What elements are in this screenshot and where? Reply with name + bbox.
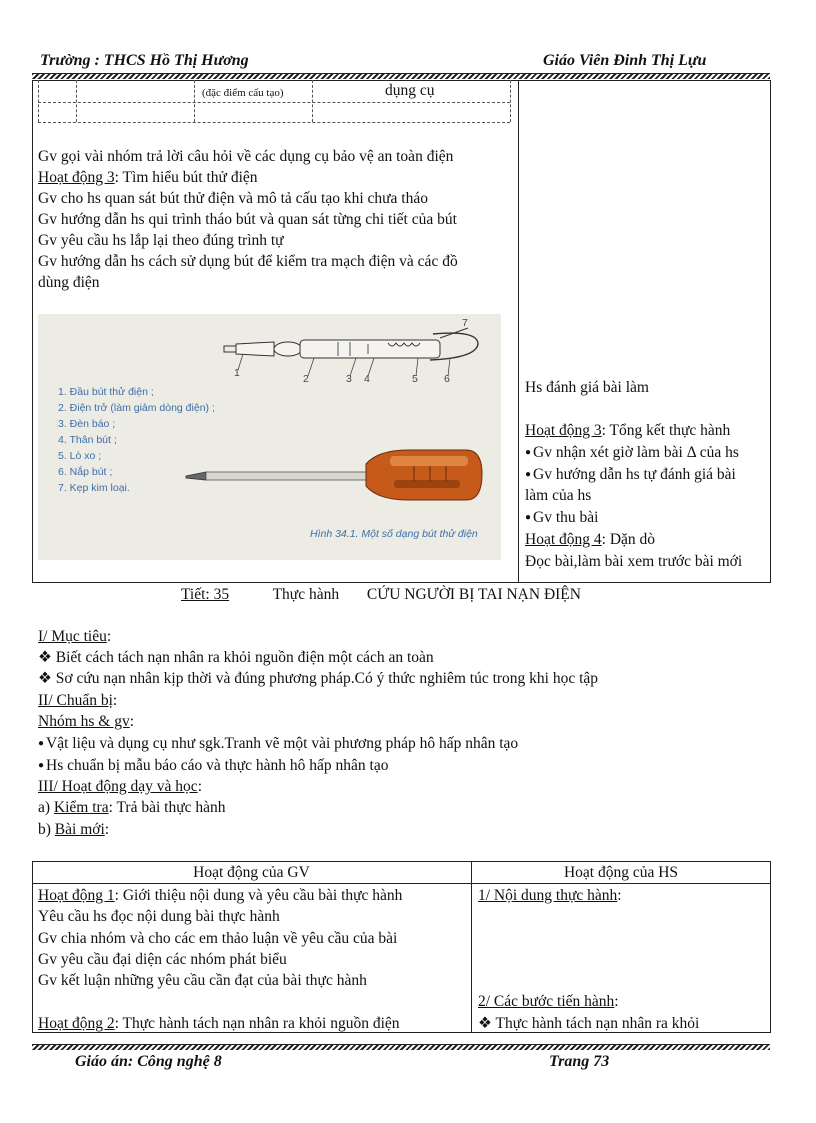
prep-item-2 xyxy=(38,755,388,778)
right-bullet-2 xyxy=(525,464,736,487)
pen-tester-drawing xyxy=(224,328,478,376)
figure-legend-item: 7. Kẹp kim loại. xyxy=(58,482,130,494)
activity-3-rest: : Tìm hiểu bút thử điện xyxy=(114,169,258,186)
objectives-heading: I/ Mục tiêu: xyxy=(38,628,112,645)
bullet-dot-icon: ● xyxy=(525,447,532,458)
right-bullet-1-text: Gv nhận xét giờ làm bài Δ của hs xyxy=(533,444,739,461)
figure-num-1: 1 xyxy=(234,367,240,379)
right-activity-4-rest: : Dặn dò xyxy=(601,531,656,548)
new-lesson-row: b) Bài mới: xyxy=(38,821,110,838)
top-left-line-7: dùng điện xyxy=(38,274,100,291)
bullet-dot-icon: ● xyxy=(525,512,532,523)
check-label: Kiểm tra xyxy=(53,799,109,816)
gv-activity-1-label: Hoạt động 1 xyxy=(38,887,115,904)
right-bullet-2-text: Gv hướng dẫn hs tự đánh giá bài xyxy=(533,466,736,483)
group-heading: Nhóm hs & gv: xyxy=(38,713,135,730)
tester-figure xyxy=(38,314,501,560)
gv-line-3: Gv chia nhóm và cho các em thảo luận về yêu cầu của bài xyxy=(38,930,398,947)
top-left-line-1: Gv gọi vài nhóm trả lời câu hỏi về các dụng cụ bảo vệ an toàn điện xyxy=(38,148,454,165)
table-header-gv: Hoạt động của GV xyxy=(193,864,310,881)
hs-content-heading: 1/ Nội dung thực hành: xyxy=(478,887,622,904)
right-bullet-3 xyxy=(525,507,598,530)
figure-legend-item: 1. Đầu bút thử điện ; xyxy=(58,386,154,398)
gv-line-5: Gv kết luận những yêu cầu cần đạt của bài thực hành xyxy=(38,972,367,989)
activity-3-heading xyxy=(38,167,258,188)
preparation-heading-text: II/ Chuẩn bị xyxy=(38,692,113,709)
figure-num-6: 6 xyxy=(444,373,450,385)
right-activity-4-label: Hoạt động 4 xyxy=(525,531,602,548)
table-header-hs: Hoạt động của HS xyxy=(563,864,679,881)
inner-table-col xyxy=(38,80,39,122)
figure-num-2: 2 xyxy=(303,373,309,385)
figure-legend-item: 2. Điện trở (làm giảm dòng điện) ; xyxy=(58,402,215,414)
hs-step-1 xyxy=(478,1013,699,1034)
lesson-type: Thực hành xyxy=(272,586,340,603)
header-teacher: Giáo Viên Đinh Thị Lựu xyxy=(543,52,707,69)
right-bullet-2-cont: làm của hs xyxy=(525,487,592,504)
activity-table-header-line xyxy=(32,883,771,884)
prep-item-1 xyxy=(38,733,518,756)
objectives-heading-text: I/ Mục tiêu xyxy=(38,628,107,645)
bullet-dot-icon: ● xyxy=(38,760,45,771)
inner-table-col xyxy=(76,80,77,122)
figure-legend-item: 4. Thân bút ; xyxy=(58,434,117,446)
hs-step-1-text: Thực hành tách nạn nhân ra khỏi xyxy=(495,1015,700,1032)
right-line-1: Hs đánh giá bài làm xyxy=(525,379,649,396)
gv-activity-2-rest: : Thực hành tách nạn nhân ra khỏi nguồn điện xyxy=(114,1015,400,1032)
inner-table-header-a: (đặc điểm cấu tạo) xyxy=(202,87,284,99)
figure-legend-item: 3. Đèn báo ; xyxy=(58,418,116,430)
figure-num-5: 5 xyxy=(412,373,418,385)
gv-line-4: Gv yêu cầu đại diện các nhóm phát biểu xyxy=(38,951,287,968)
preparation-heading: II/ Chuẩn bị: xyxy=(38,692,118,709)
gv-activity-1 xyxy=(38,885,402,906)
lesson-period: Tiết: 35 xyxy=(181,586,230,603)
activity-table-divider xyxy=(471,861,472,1033)
hs-steps-heading-text: 2/ Các bước tiến hành xyxy=(478,993,615,1010)
prep-item-1-text: Vật liệu và dụng cụ như sgk.Tranh vẽ một vài phương pháp hô hấp nhân tạo xyxy=(46,735,519,752)
figure-num-4: 4 xyxy=(364,373,370,385)
prep-item-2-text: Hs chuẩn bị mẫu báo cáo và thực hành hô hấp nhân tạo xyxy=(46,757,389,774)
inner-table-col xyxy=(194,80,195,122)
inner-table-header-b: dụng cụ xyxy=(385,82,435,99)
gv-activity-2-label: Hoạt động 2 xyxy=(38,1015,115,1032)
screwdriver-tester-drawing xyxy=(186,450,482,500)
figure-legend xyxy=(58,384,215,496)
right-activity-3-label: Hoạt động 3 xyxy=(525,422,602,439)
inner-table-bottom-line xyxy=(38,122,510,123)
activity-3-label: Hoạt động 3 xyxy=(38,169,115,186)
objective-1-text: Biết cách tách nạn nhân ra khỏi nguồn điện một cách an toàn xyxy=(55,649,434,666)
inner-table-col xyxy=(510,80,511,122)
diamond-bullet-icon: ❖ xyxy=(38,649,56,666)
figure-legend-item: 6. Nắp bút ; xyxy=(58,466,113,478)
objective-1 xyxy=(38,647,434,668)
top-left-line-6: Gv hướng dẫn hs cách sử dụng bút để kiểm tra mạch điện và các đồ xyxy=(38,253,458,270)
hs-steps-heading: 2/ Các bước tiến hành: xyxy=(478,993,619,1010)
activities-heading-text: III/ Hoạt động dạy và học xyxy=(38,778,198,795)
new-lesson-label: Bài mới xyxy=(54,821,105,838)
right-activity-3 xyxy=(525,420,730,441)
header-rule xyxy=(32,73,770,79)
lesson-title-row xyxy=(181,584,581,605)
right-last-line: Đọc bài,làm bài xem trước bài mới xyxy=(525,553,743,570)
bullet-dot-icon: ● xyxy=(38,738,45,749)
gv-line-2: Yêu cầu hs đọc nội dung bài thực hành xyxy=(38,908,280,925)
right-activity-3-rest: : Tổng kết thực hành xyxy=(601,422,731,439)
footer-page: Trang 73 xyxy=(549,1053,610,1070)
gv-activity-1-rest: : Giới thiệu nội dung và yêu cầu bài thực hành xyxy=(114,887,403,904)
objective-2-text: Sơ cứu nạn nhân kịp thời và đúng phương pháp.Có ý thức nghiêm túc trong khi học tập xyxy=(55,670,599,687)
top-left-line-4: Gv hướng dẫn hs qui trình tháo bút và quan sát từng chi tiết của bút xyxy=(38,211,457,228)
header-school: Trường : THCS Hồ Thị Hương xyxy=(40,52,249,69)
diamond-bullet-icon: ❖ xyxy=(38,670,56,687)
right-bullet-3-text: Gv thu bài xyxy=(533,509,599,526)
diamond-bullet-icon: ❖ xyxy=(478,1015,496,1032)
figure-num-3: 3 xyxy=(346,373,352,385)
figure-caption: Hình 34.1. Một số dạng bút thử điện xyxy=(310,528,478,540)
top-left-line-3: Gv cho hs quan sát bút thử điện và mô tả cấu tạo khi chưa tháo xyxy=(38,190,428,207)
footer-left: Giáo án: Công nghệ 8 xyxy=(75,1053,222,1070)
bullet-dot-icon: ● xyxy=(525,469,532,480)
lesson-title: CỨU NGƯỜI BỊ TAI NẠN ĐIỆN xyxy=(366,586,581,603)
right-activity-4 xyxy=(525,529,655,550)
activities-heading: III/ Hoạt động dạy và học: xyxy=(38,778,202,795)
figure-legend-item: 5. Lò xo ; xyxy=(58,450,102,462)
hs-content-heading-text: 1/ Nội dung thực hành xyxy=(478,887,618,904)
right-bullet-1 xyxy=(525,442,739,465)
footer-rule xyxy=(32,1044,770,1050)
objective-2 xyxy=(38,668,598,689)
figure-num-7: 7 xyxy=(462,317,468,329)
inner-table-col xyxy=(312,80,313,122)
gv-activity-2 xyxy=(38,1013,400,1034)
group-heading-text: Nhóm hs & gv xyxy=(38,713,130,730)
check-rest: : Trả bài thực hành xyxy=(108,799,226,816)
check-row: a) Kiểm tra: Trả bài thực hành xyxy=(38,799,226,816)
top-left-line-5: Gv yêu cầu hs lắp lại theo đúng trình tự xyxy=(38,232,284,249)
top-table-divider xyxy=(518,80,519,583)
